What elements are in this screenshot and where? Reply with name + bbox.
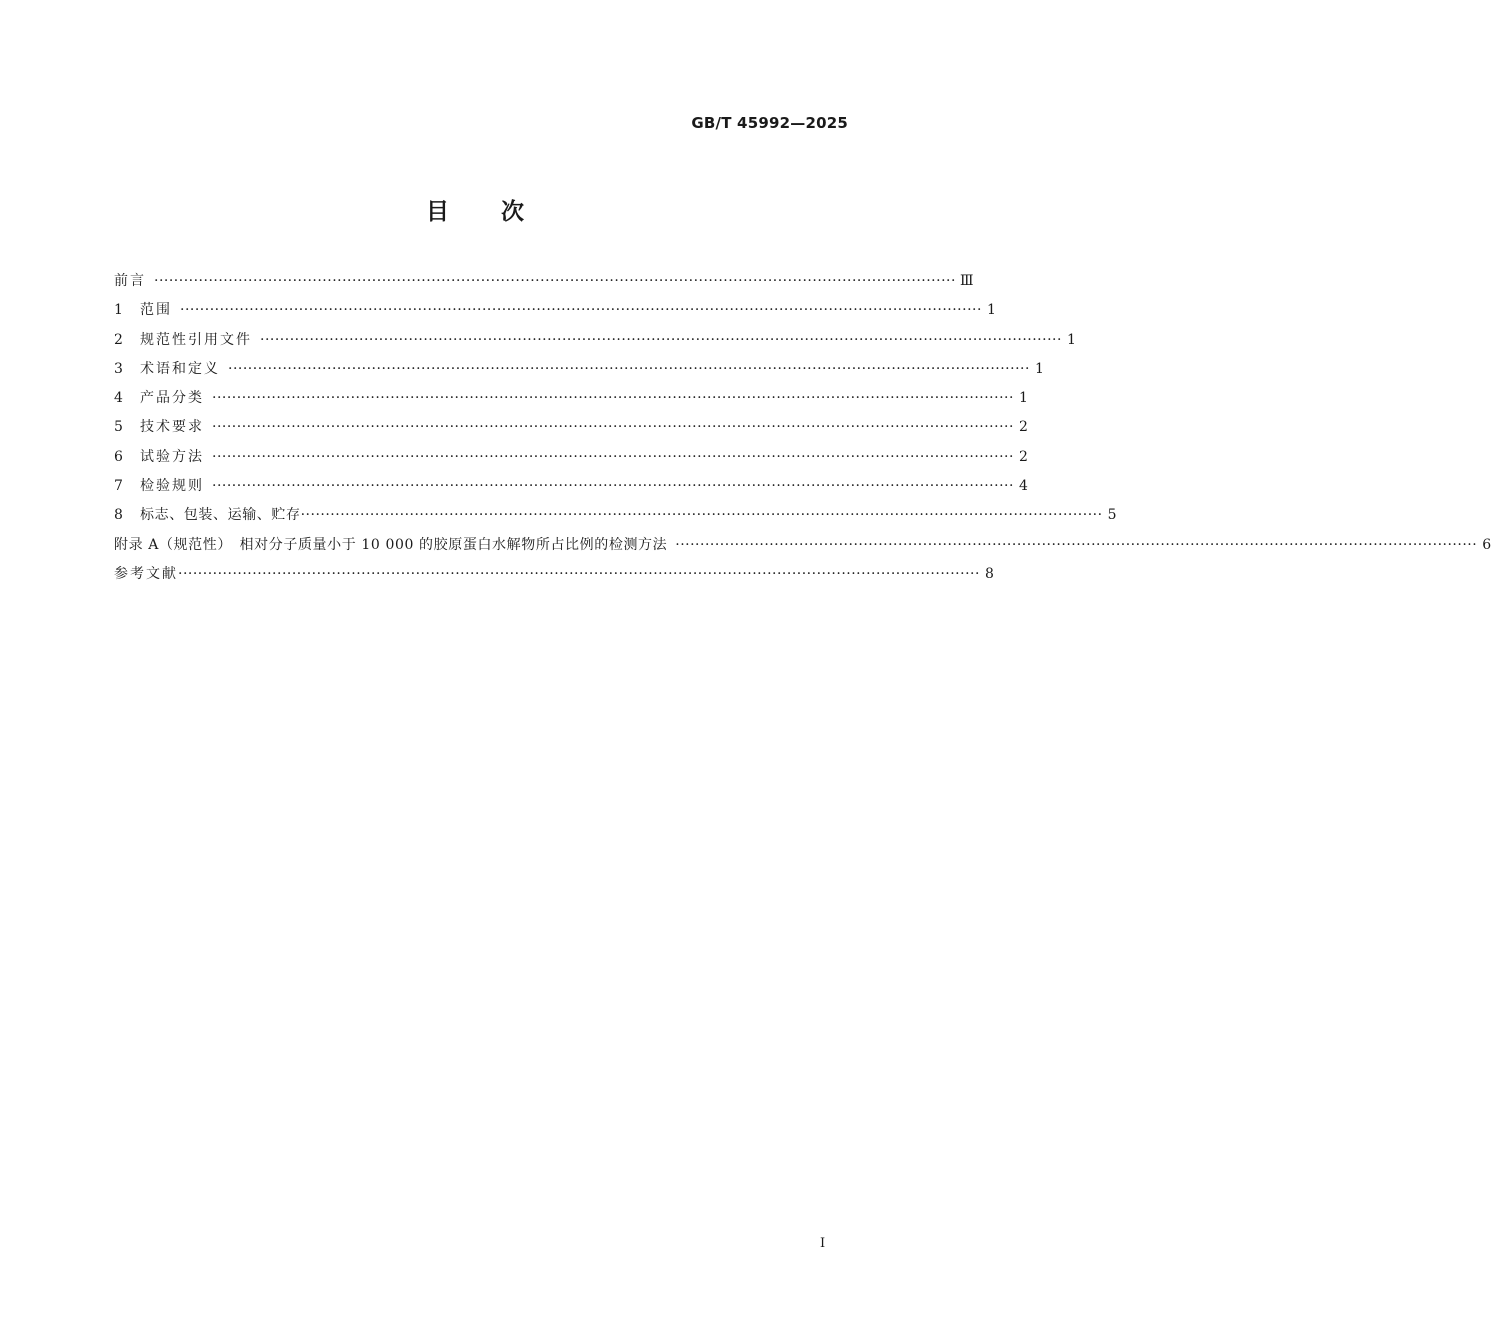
toc-item-label: 范围: [140, 302, 172, 319]
toc-item-page: 8: [985, 565, 994, 582]
toc-item-page: 1: [1067, 331, 1076, 348]
toc-item-number: 5: [114, 419, 123, 436]
toc-item-page: 1: [1019, 390, 1028, 407]
toc-item-page: 1: [1035, 360, 1044, 377]
toc-leader-dots: ··································································································································································: [212, 478, 1014, 495]
toc-item-page: Ⅲ: [959, 273, 974, 289]
toc-leader-dots: ··································································································································································: [178, 565, 980, 582]
toc-leader-dots: ··································································································································································: [675, 536, 1478, 553]
toc-item-page: 6: [1482, 536, 1491, 553]
toc-leader-dots: ··································································································································································: [180, 302, 982, 319]
toc-item-label: 前言: [114, 273, 146, 289]
toc-item-page: 2: [1019, 419, 1028, 436]
toc-leader-dots: ··································································································································································: [260, 331, 1062, 348]
toc-item-label: 术语和定义: [140, 360, 220, 377]
toc-leader-dots: ··································································································································································: [212, 448, 1014, 465]
toc-item-page: 1: [987, 302, 996, 319]
toc-item-bibliography[interactable]: [114, 563, 994, 592]
toc-item-classification[interactable]: [114, 387, 1028, 416]
table-of-contents: [114, 270, 1491, 592]
toc-item-label: 规范性引用文件: [140, 331, 252, 348]
toc-item-label: 检验规则: [140, 478, 204, 495]
toc-item-label: 参考文献: [114, 565, 178, 582]
toc-item-number: 3: [114, 360, 123, 377]
toc-item-number: 4: [114, 390, 123, 407]
page-title: 目次: [426, 199, 576, 225]
toc-item-label: 附录 A（规范性） 相对分子质量小于 10 000 的胶原蛋白水解物所占比例的检测方法: [114, 536, 668, 553]
toc-leader-dots: ··································································································································································: [228, 360, 1030, 377]
toc-leader-dots: ··································································································································································: [212, 419, 1014, 436]
standard-number: GB/T 45992—2025: [691, 114, 848, 132]
toc-item-normative-references[interactable]: [114, 329, 1076, 358]
toc-item-label: 产品分类: [140, 390, 204, 407]
toc-item-number: 2: [114, 331, 123, 348]
toc-item-terms-definitions[interactable]: [114, 358, 1044, 387]
toc-item-foreword[interactable]: [114, 270, 974, 299]
toc-item-page: 4: [1019, 478, 1028, 495]
toc-item-test-methods[interactable]: [114, 446, 1028, 475]
toc-leader-dots: ··································································································································································: [212, 390, 1014, 407]
toc-item-number: 8: [114, 507, 123, 524]
toc-item-technical-requirements[interactable]: [114, 416, 1028, 445]
toc-item-label: 试验方法: [140, 448, 204, 465]
toc-item-scope[interactable]: [114, 299, 996, 328]
toc-item-marking-packaging[interactable]: [114, 504, 1117, 533]
page-number: I: [820, 1236, 826, 1251]
toc-item-number: 1: [114, 302, 123, 319]
toc-item-label: 技术要求: [140, 419, 204, 436]
toc-item-page: 2: [1019, 448, 1028, 465]
toc-item-page: 5: [1107, 507, 1117, 524]
toc-item-inspection-rules[interactable]: [114, 475, 1028, 504]
toc-item-annex-a[interactable]: [114, 534, 1491, 563]
toc-leader-dots: ··································································································································································: [300, 507, 1103, 524]
toc-item-number: 7: [114, 478, 123, 495]
toc-leader-dots: ··································································································································································: [154, 273, 956, 289]
toc-item-label: 标志、包装、运输、贮存: [140, 507, 301, 524]
toc-item-number: 6: [114, 448, 123, 465]
